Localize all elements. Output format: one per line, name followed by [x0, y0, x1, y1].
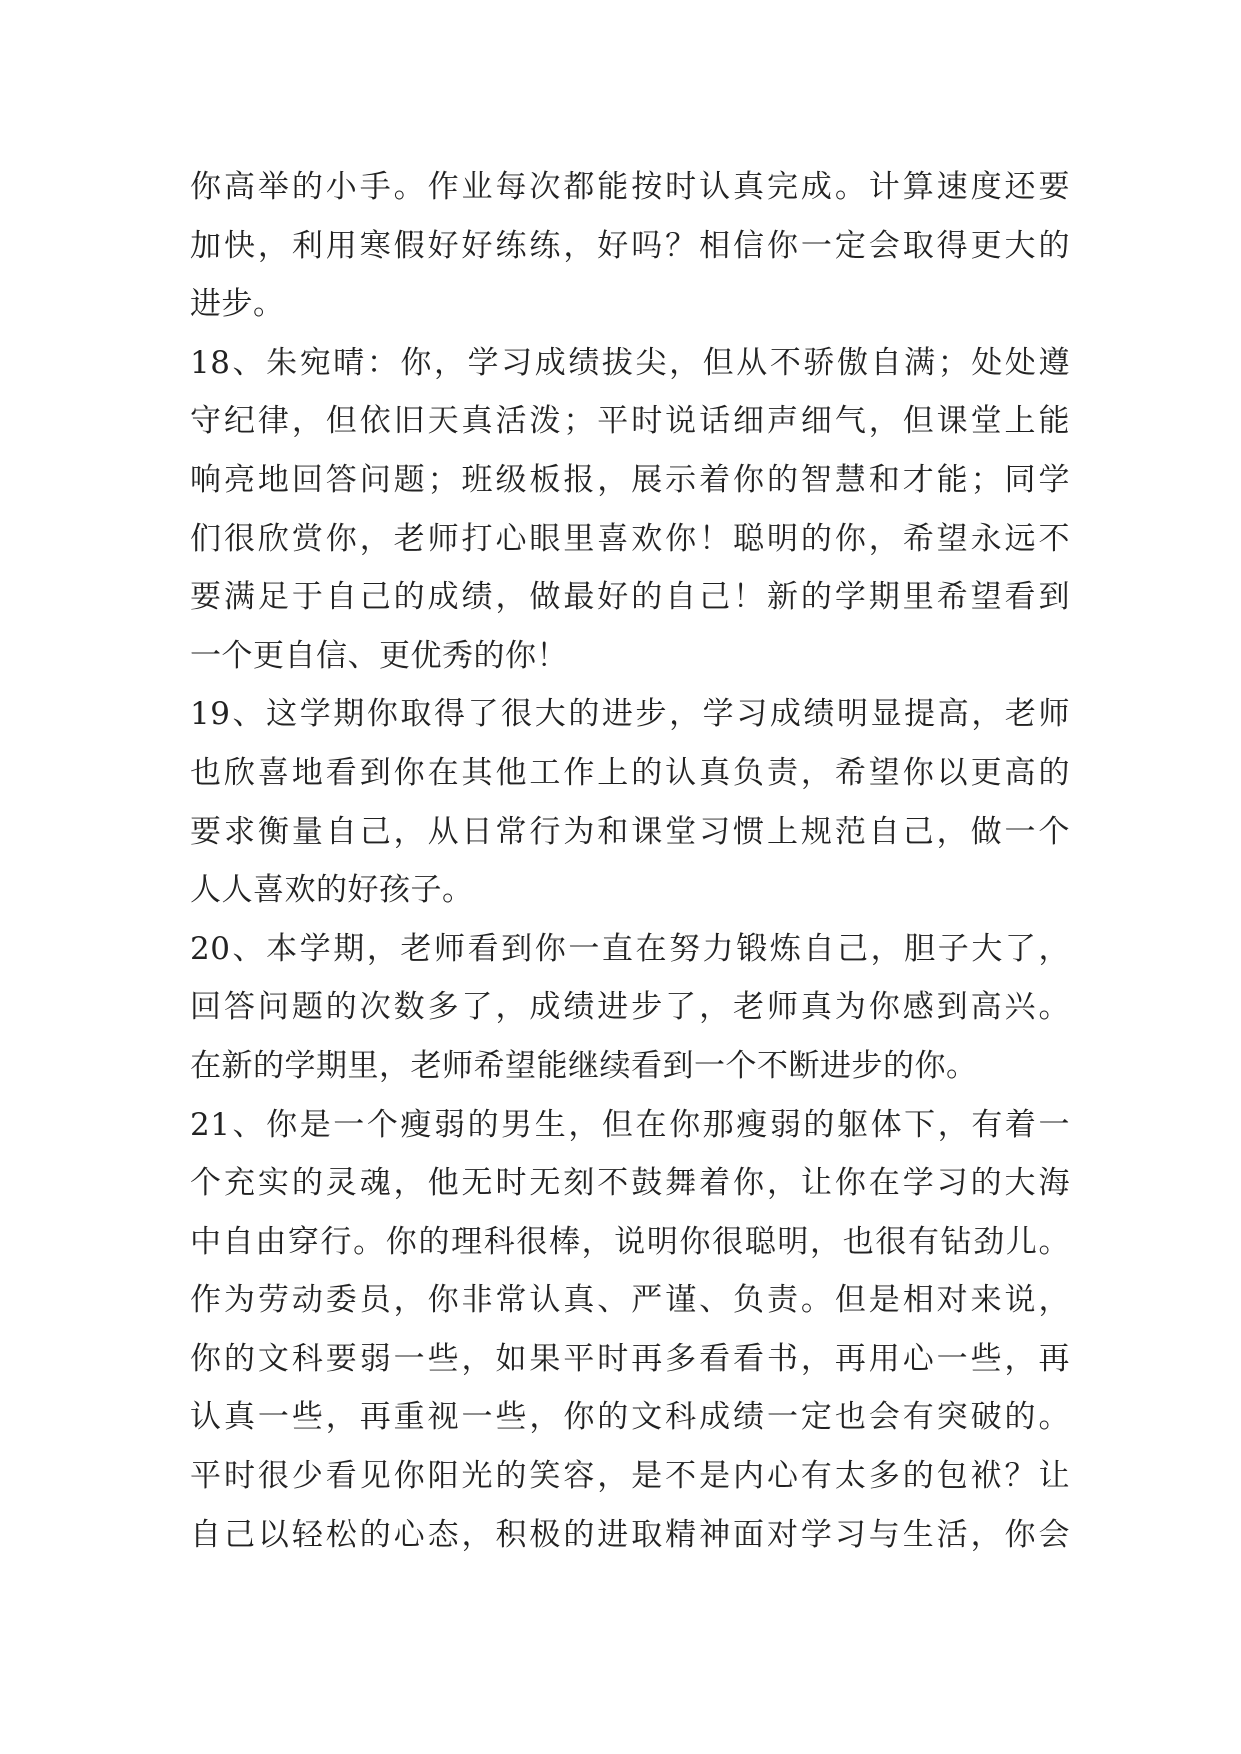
text-line: 要满足于自己的成绩，做最好的自己！新的学期里希望看到 — [190, 579, 1070, 616]
text-line: 19、这学期你取得了很大的进步，学习成绩明显提高，老师 — [190, 696, 1070, 733]
text-line: 个充实的灵魂，他无时无刻不鼓舞着你，让你在学习的大海 — [190, 1165, 1070, 1202]
text-line: 一个更自信、更优秀的你！ — [190, 637, 568, 674]
text-line: 18、朱宛晴：你，学习成绩拔尖，但从不骄傲自满；处处遵 — [190, 344, 1070, 381]
text-line: 们很欣赏你，老师打心眼里喜欢你！聪明的你，希望永远不 — [190, 520, 1070, 557]
body-text — [190, 158, 1070, 1564]
text-line: 作为劳动委员，你非常认真、严谨、负责。但是相对来说， — [190, 1282, 1070, 1319]
text-line: 21、你是一个瘦弱的男生，但在你那瘦弱的躯体下，有着一 — [190, 1106, 1070, 1143]
text-line: 你的文科要弱一些，如果平时再多看看书，再用心一些，再 — [190, 1340, 1070, 1377]
text-line: 守纪律，但依旧天真活泼；平时说话细声细气，但课堂上能 — [190, 403, 1070, 440]
text-line: 认真一些，再重视一些，你的文科成绩一定也会有突破的。 — [190, 1399, 1070, 1436]
text-line: 在新的学期里，老师希望能继续看到一个不断进步的你。 — [190, 1047, 978, 1084]
text-line: 回答问题的次数多了，成绩进步了，老师真为你感到高兴。 — [190, 989, 1070, 1026]
text-line: 进步。 — [190, 286, 285, 323]
text-line: 加快，利用寒假好好练练，好吗？相信你一定会取得更大的 — [190, 227, 1070, 264]
text-line: 人人喜欢的好孩子。 — [190, 872, 474, 909]
text-line: 响亮地回答问题；班级板报，展示着你的智慧和才能；同学 — [190, 461, 1070, 498]
text-line: 你高举的小手。作业每次都能按时认真完成。计算速度还要 — [190, 169, 1070, 205]
text-line: 20、本学期，老师看到你一直在努力锻炼自己，胆子大了， — [190, 930, 1070, 967]
text-line: 平时很少看见你阳光的笑容，是不是内心有太多的包袱？让 — [190, 1458, 1070, 1495]
text-line: 自己以轻松的心态，积极的进取精神面对学习与生活，你会 — [190, 1516, 1070, 1553]
text-line: 中自由穿行。你的理科很棒，说明你很聪明，也很有钻劲儿。 — [190, 1223, 1070, 1260]
text-line: 也欣喜地看到你在其他工作上的认真负责，希望你以更高的 — [190, 754, 1070, 791]
text-line: 要求衡量自己，从日常行为和课堂习惯上规范自己，做一个 — [190, 813, 1070, 850]
